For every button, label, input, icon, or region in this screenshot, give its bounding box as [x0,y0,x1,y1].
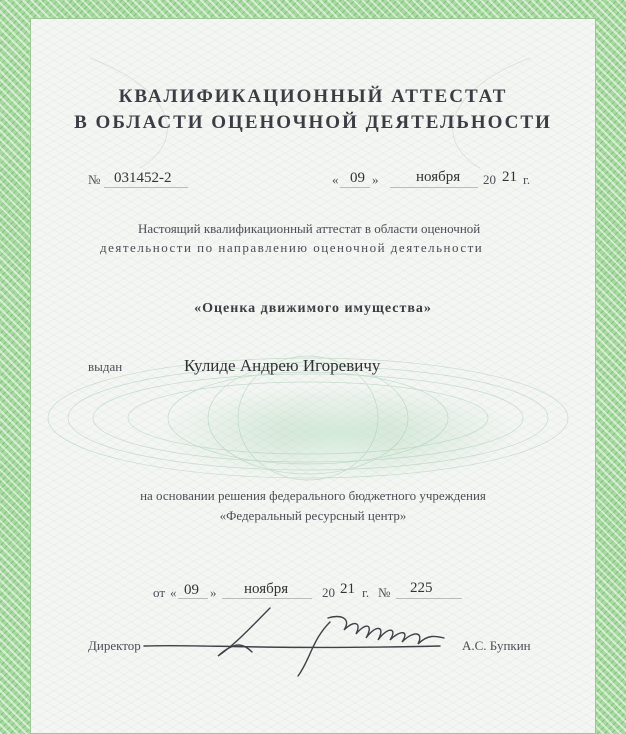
title-line-2: В ОБЛАСТИ ОЦЕНОЧНОЙ ДЕЯТЕЛЬНОСТИ [74,112,552,133]
holder-name: Кулиде Андрею Игоревичу [184,356,381,375]
certificate-number: 031452-2 [114,170,172,186]
date-year-suffix: 21 [502,169,517,185]
basis-line-2: «Федеральный ресурсный центр» [219,508,407,523]
issued-label: выдан [88,359,123,374]
director-name: А.С. Бупкин [462,638,531,653]
decision-number-label: № [378,585,391,600]
decision-number: 225 [410,580,433,596]
date-day: 09 [350,170,365,186]
date-year-prefix: 20 [483,172,496,187]
title-line-1: КВАЛИФИКАЦИОННЫЙ АТТЕСТАТ [118,86,508,107]
date-month: ноября [416,169,461,185]
body-line-2: деятельности по направлению оценочной деятельности [100,240,484,255]
date-open-quote: « [332,172,339,187]
decision-month: ноября [244,581,289,597]
date-year-mark: г. [523,172,531,187]
decision-close-quote: » [210,585,217,600]
decision-year-prefix: 20 [322,585,335,600]
decision-year-mark: г. [362,585,370,600]
basis-line-1: на основании решения федерального бюджетного учреждения [140,488,486,503]
decision-from-label: от [153,585,166,600]
decision-year-suffix: 21 [340,581,355,597]
decision-day: 09 [184,582,199,598]
director-label: Директор [88,638,141,653]
date-close-quote: » [372,172,379,187]
number-label: № [88,172,101,187]
decision-open-quote: « [170,585,177,600]
direction-title: «Оценка движимого имущества» [194,301,432,316]
director-signature [140,600,470,690]
body-line-1: Настоящий квалификационный аттестат в области оценочной [138,221,481,236]
